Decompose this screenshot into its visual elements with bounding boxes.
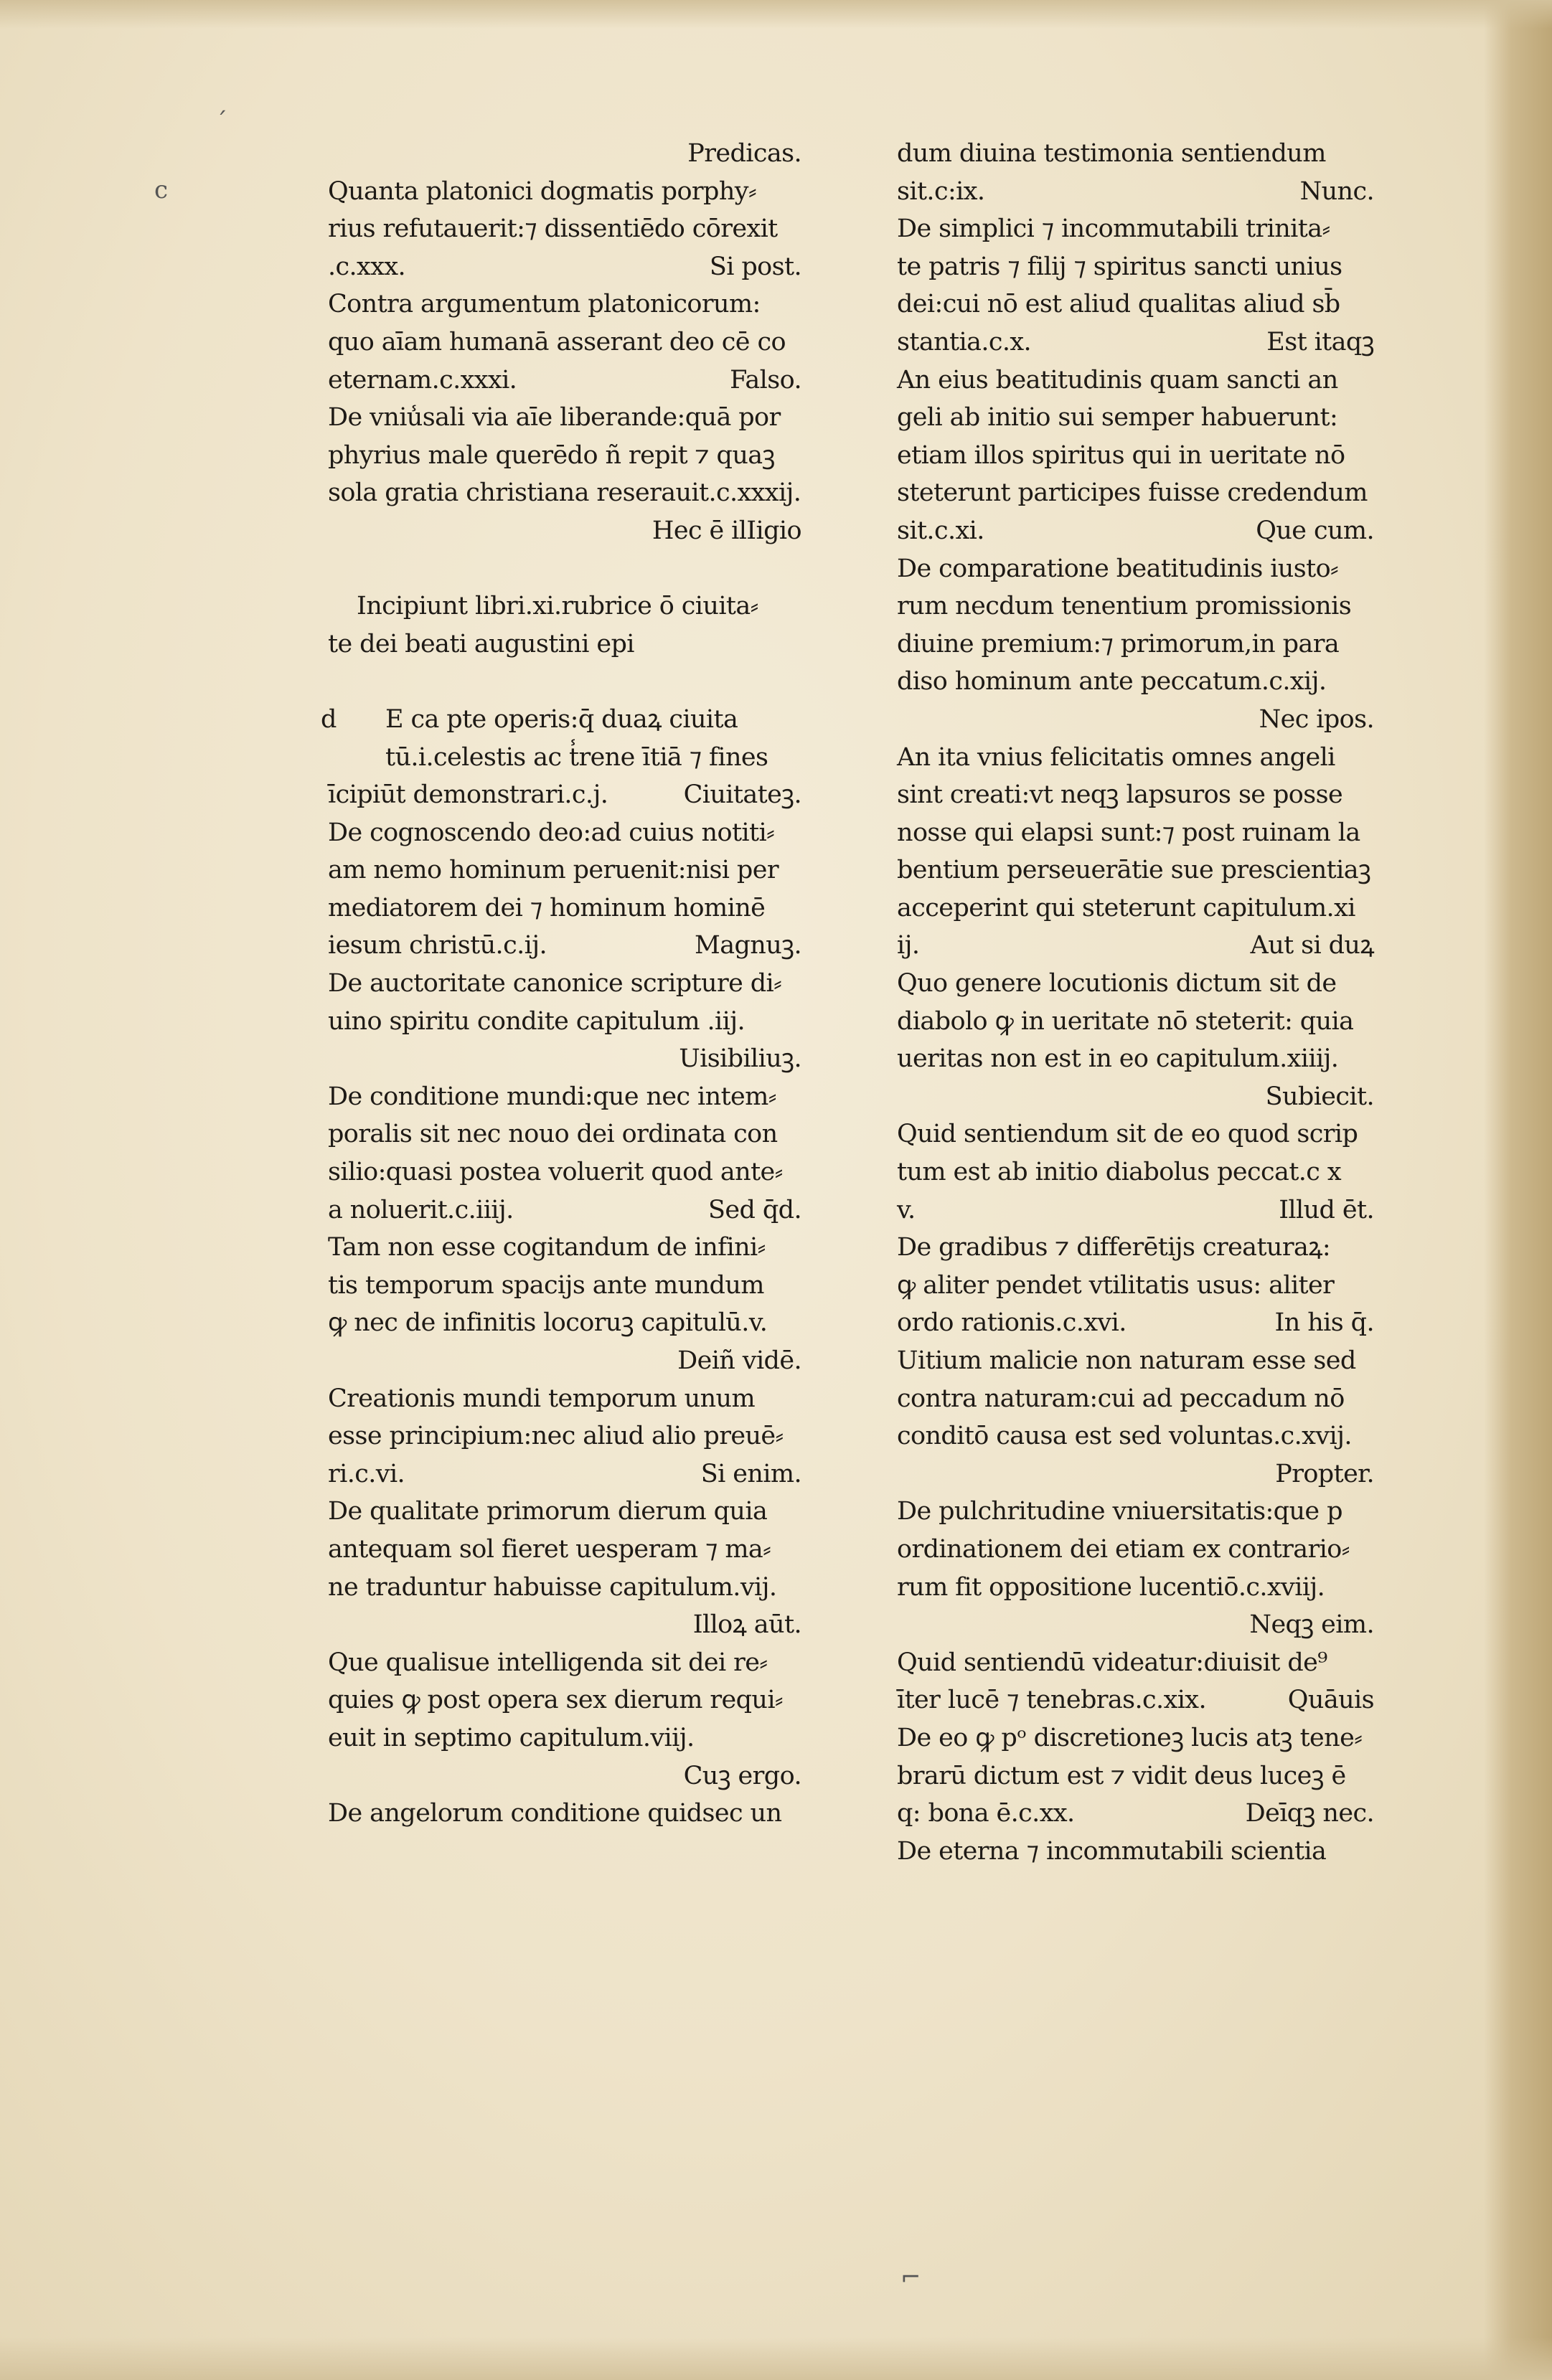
rubric-line: te dei beati augustini epi	[328, 629, 634, 658]
incipit-reference: Deīqꝫ nec.	[1245, 1799, 1374, 1828]
margin-mark: ˊ	[215, 108, 227, 136]
rubric-line: ꝙ nec de infinitis locoruꝫ capitulū.v.	[328, 1308, 768, 1338]
rubric-line: euit in septimo capitulum.viij.	[328, 1723, 695, 1752]
incipit-reference: Magnuꝫ.	[694, 931, 801, 960]
rubric-line: ordinationem dei etiam ex contrario⸗	[897, 1534, 1350, 1564]
rubric-entry-start: De auctoritate canonice scripture di⸗	[328, 969, 782, 998]
guide-letter: d	[321, 704, 337, 734]
incipit-reference-line: Cuꝫ ergo.	[683, 1761, 801, 1790]
entry-line-with-reference	[897, 324, 1374, 362]
rubric-line: tis temporum spacijs ante mundum	[328, 1270, 764, 1300]
rubric-line: geli ab initio sui semper habuerunt:	[897, 403, 1338, 433]
rubric-entry-start: An eius beatitudinis quam sancti an	[897, 365, 1338, 395]
rubric-entry-start: Quanta platonici dogmatis porphy⸗	[328, 176, 757, 206]
rubric-line: ne traduntur habuisse capitulum.vij.	[328, 1572, 777, 1602]
chapter-number: sit.c:ix.	[897, 176, 985, 206]
incipit-reference-line: Neqꝫ eim.	[1249, 1610, 1374, 1640]
rubric-line: antequam sol fieret uesperam ⁊ ma⸗	[328, 1534, 771, 1564]
incipit-reference: Illud ēt.	[1279, 1195, 1374, 1224]
chapter-number: stantia.c.x.	[897, 327, 1032, 356]
rubric-line: sint creati:vt neqꝫ lapsuros se posse	[897, 780, 1343, 810]
rubric-line: diabolo ꝙ in ueritate nō steterit: quia	[897, 1006, 1354, 1036]
rubric-entry-start: De conditione mundi:que nec intem⸗	[328, 1082, 776, 1111]
right-column	[897, 135, 1374, 1870]
chapter-number: ri.c.vi.	[328, 1459, 405, 1488]
incipit-reference-line: Propter.	[1275, 1459, 1374, 1488]
rubric-entry-start: De gradibus ⁊ differētijs creaturaꝝ:	[897, 1233, 1331, 1262]
rubric-entry-start: Uitium malicie non naturam esse sed	[897, 1346, 1356, 1375]
entry-line-with-reference	[328, 248, 801, 286]
incipit-reference-line: Hec ē ilIigio	[652, 516, 801, 545]
rubric-line: ueritas non est in eo capitulum.xiiij.	[897, 1044, 1339, 1074]
rubric-line: ꝙ aliter pendet vtilitatis usus: aliter	[897, 1270, 1335, 1300]
incipit-reference: Si post.	[709, 252, 801, 281]
blank-line	[328, 663, 801, 701]
rubric-line: etiam illos spiritus qui in ueritate nō	[897, 440, 1345, 470]
blank-line	[328, 550, 801, 588]
rubric-line: am nemo hominum peruenit:nisi per	[328, 856, 779, 885]
incipit-reference: Que cum.	[1256, 516, 1374, 545]
entry-line-with-reference	[897, 173, 1374, 211]
rubric-line: acceperint qui steterunt capitulum.xi	[897, 893, 1355, 922]
rubric-entry-start: Quo genere locutionis dictum sit de	[897, 969, 1337, 998]
chapter-number: īcipiūt demonstrari.c.j.	[328, 780, 608, 810]
rubric-line: phyrius male querēdo ñ repit ⁊ quaꝫ	[328, 440, 775, 470]
rubric-entry-start: Tam non esse cogitandum de infini⸗	[328, 1233, 766, 1262]
rubric-line: silio:quasi postea voluerit quod ante⸗	[328, 1158, 783, 1187]
rubric-line: rum necdum tenentium promissionis	[897, 592, 1352, 621]
rubric-line: quies ꝙ post opera sex dierum requi⸗	[328, 1686, 783, 1715]
rubric-entry-start: De vniu̾sali via aīe liberande:quā por	[328, 403, 781, 433]
chapter-number: ordo rationis.c.xvi.	[897, 1308, 1127, 1338]
incipit-reference: Sed q̄d.	[708, 1195, 801, 1224]
rubric-line: poralis sit nec nouo dei ordinata con	[328, 1120, 778, 1149]
incipit-reference-line: Illoꝝ aūt.	[692, 1610, 801, 1640]
incipit-reference: Aut si duꝝ	[1250, 931, 1374, 960]
rubric-line: diuine premium:⁊ primorum,in para	[897, 629, 1340, 658]
incipit-reference: Est itaqꝫ	[1266, 327, 1374, 356]
chapter-number: v.	[897, 1195, 916, 1224]
rubric-line: tum est ab initio diabolus peccat.c x	[897, 1158, 1341, 1187]
rubric-line: quo aīam humanā asserant deo cē co	[328, 327, 786, 356]
rubric-entry-start: An ita vnius felicitatis omnes angeli	[897, 742, 1335, 772]
incipit-reference: Nunc.	[1299, 176, 1374, 206]
incipit-reference-line: Uisibiliuꝫ.	[679, 1044, 801, 1074]
rubric-entry-start: Que qualisue intelligenda sit dei re⸗	[328, 1648, 768, 1677]
rubric-entry-start: De simplici ⁊ incommutabili trinita⸗	[897, 214, 1330, 244]
entry-line-with-reference	[897, 1304, 1374, 1342]
margin-mark: c	[154, 176, 169, 204]
rubric-line: conditō causa est sed voluntas.c.xvij.	[897, 1422, 1352, 1451]
rubric-line: bentium perseuerātie sue prescientiaꝫ	[897, 856, 1371, 885]
rubric-line: diso hominum ante peccatum.c.xij.	[897, 667, 1327, 696]
rubric-line: steterunt participes fuisse credendum	[897, 478, 1368, 508]
chapter-number: q: bona ē.c.xx.	[897, 1799, 1075, 1828]
incipit-reference-line: Predicas.	[687, 139, 801, 168]
rubric-entry-start: Quid sentiendū videatur:diuisit de⁹	[897, 1648, 1327, 1677]
chapter-number: sit.c.xi.	[897, 516, 984, 545]
page-edge-shadow	[1484, 0, 1552, 2380]
rubric-entry-start: De cognoscendo deo:ad cuius notiti⸗	[328, 818, 775, 847]
incipit-reference: Si enim.	[700, 1459, 801, 1488]
rubric-text: E ca pte operis:q̄ duaꝝ ciuita	[385, 704, 738, 734]
rubric-line: brarū dictum est ⁊ vidit deus luceꝫ ē	[897, 1761, 1346, 1790]
rubric-entry-start: Contra argumentum platonicorum:	[328, 290, 761, 319]
rubric-line: sola gratia christiana reserauit.c.xxxij.	[328, 478, 801, 508]
chapter-number: īter lucē ⁊ tenebras.c.xix.	[897, 1686, 1206, 1715]
rubric-line: te patris ⁊ filij ⁊ spiritus sancti unius	[897, 252, 1342, 281]
rubric-line: contra naturam:cui ad peccadum nō	[897, 1384, 1345, 1413]
entry-line-with-reference	[897, 1795, 1374, 1833]
rubric-line: esse principium:nec aliud alio preuē⸗	[328, 1422, 784, 1451]
chapter-number: eternam.c.xxxi.	[328, 365, 517, 395]
rubric-line: rius refutauerit:⁊ dissentiēdo cōrexit	[328, 214, 778, 244]
chapter-number: .c.xxx.	[328, 252, 405, 281]
rubric-line: mediatorem dei ⁊ hominum hominē	[328, 893, 766, 922]
rubric-line: dei:cui nō est aliud qualitas aliud sb̄	[897, 290, 1340, 319]
rubric-entry-start: De comparatione beatitudinis iusto⸗	[897, 554, 1339, 583]
entry-line-with-reference	[897, 1191, 1374, 1229]
incipit-reference: Ciuitateꝫ.	[683, 780, 801, 810]
rubric-entry-start: De pulchritudine vniuersitatis:que p	[897, 1497, 1342, 1526]
entry-line-with-reference	[897, 512, 1374, 550]
incipit-reference-line: Subiecit.	[1265, 1082, 1374, 1111]
chapter-number: a noluerit.c.iiij.	[328, 1195, 514, 1224]
entry-line-with-reference	[897, 1681, 1374, 1719]
chapter-number: iesum christū.c.ij.	[328, 931, 547, 960]
rubric-line: nosse qui elapsi sunt:⁊ post ruinam la	[897, 818, 1360, 847]
initial-line	[321, 701, 801, 739]
rubric-line: tū.i.celestis ac t̾rene ītiā ⁊ fines	[385, 742, 768, 772]
rubric-line: dum diuina testimonia sentiendum	[897, 139, 1326, 168]
section-heading: Incipiunt libri.xi.rubrice ō ciuita⸗	[357, 592, 758, 621]
entry-line-with-reference	[897, 927, 1374, 965]
rubric-entry-start: De eo ꝙ pᵒ discretioneꝫ lucis atꝫ tene⸗	[897, 1723, 1363, 1752]
entry-line-with-reference	[328, 776, 801, 814]
entry-line-with-reference	[328, 362, 801, 400]
incipit-reference: Falso.	[730, 365, 801, 395]
rubric-entry-start: De angelorum conditione quidsec un	[328, 1799, 782, 1828]
left-column	[321, 135, 801, 1833]
rubric-entry-start: De qualitate primorum dierum quia	[328, 1497, 768, 1526]
entry-line-with-reference	[328, 927, 801, 965]
incipit-reference-line: Deiñ vidē.	[677, 1346, 801, 1375]
incipit-reference: In his q̄.	[1274, 1308, 1374, 1338]
rubric-line: rum fit oppositione lucentiō.c.xviij.	[897, 1572, 1325, 1602]
rubric-entry-start: Creationis mundi temporum unum	[328, 1384, 756, 1413]
bottom-edge-shadow	[0, 2337, 1552, 2380]
incipit-reference-line: Nec ipos.	[1259, 704, 1374, 734]
entry-line-with-reference	[328, 1191, 801, 1229]
margin-mark: ⌐	[900, 2263, 921, 2292]
rubric-line: uino spiritu condite capitulum .iij.	[328, 1006, 746, 1036]
top-edge-shadow	[0, 0, 1552, 29]
entry-line-with-reference	[328, 1455, 801, 1493]
incipit-reference: Quāuis	[1287, 1686, 1374, 1715]
rubric-entry-start: De eterna ⁊ incommutabili scientia	[897, 1836, 1327, 1866]
chapter-number: ij.	[897, 931, 920, 960]
rubric-entry-start: Quid sentiendum sit de eo quod scrip	[897, 1120, 1358, 1149]
